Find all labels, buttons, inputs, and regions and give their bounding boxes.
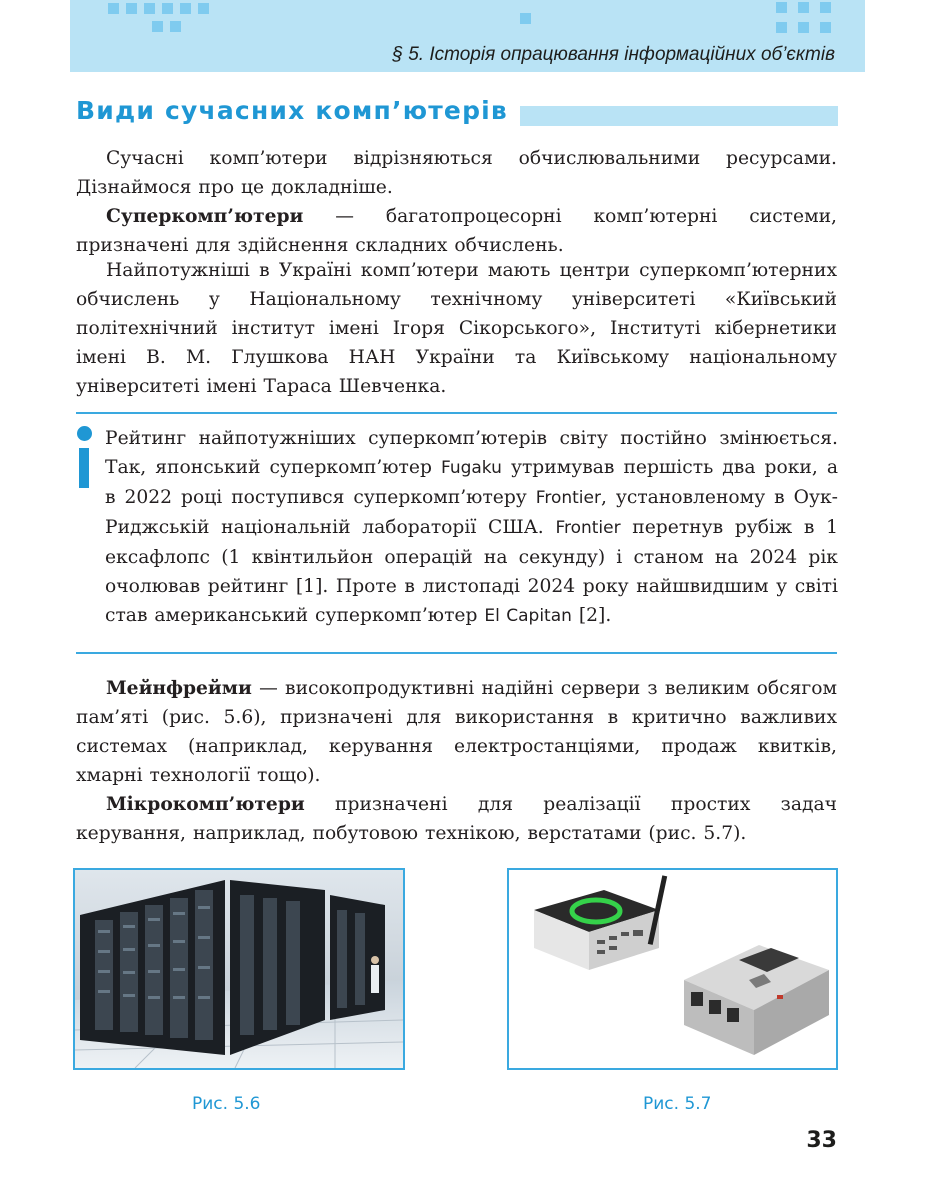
figure-5-6-caption: Рис. 5.6 xyxy=(192,1094,261,1114)
micro-definition: призначені для реалізації простих задач керування, наприклад, побутовою технікою, верстатами (рис. 5.7). xyxy=(76,794,837,844)
microcomputers-illustration xyxy=(509,870,836,1068)
section-title: Види сучасних комп’ютерів xyxy=(76,96,508,125)
mainframes-definition: — високопродуктивні надійні сервери з великим обсягом пам’яті (рис. 5.6), призначені для використання в критично важливих системах (наприклад, керування електростанціями, продаж квитків, хмарні технології тощо). xyxy=(76,678,837,786)
supercomputers-paragraph xyxy=(76,202,837,260)
figure-5-7-caption: Рис. 5.7 xyxy=(643,1094,712,1114)
intro-paragraph: Сучасні комп’ютери відрізняються обчислювальними ресурсами. Дізнаймося про це докладніше. xyxy=(76,148,837,198)
server-room-illustration xyxy=(75,870,403,1068)
figure-5-7-microcomputer-image xyxy=(507,868,838,1070)
figure-5-6-mainframe-image xyxy=(73,868,405,1070)
page-number: 33 xyxy=(806,1128,837,1153)
supercomputers-term: Суперкомп’ютери xyxy=(106,205,304,227)
micro-term: Мікрокомп’ютери xyxy=(106,793,305,815)
title-decoration-bar xyxy=(520,106,838,126)
fugaku-name: Fugaku xyxy=(440,458,502,478)
info-icon-bar xyxy=(79,448,89,488)
frontier-name: Frontier xyxy=(535,488,601,508)
info-box-bottom-rule xyxy=(76,652,837,654)
frontier-name-2: Frontier xyxy=(555,518,621,538)
mainframes-paragraph xyxy=(76,674,837,790)
supercomputers-definition: — багатопроцесорні комп’ютерні системи, призначені для здійснення складних обчислень. xyxy=(76,206,837,256)
el-capitan-name: El Capitan xyxy=(484,606,572,626)
info-box-text: Рейтинг найпотужніших суперкомп’ютерів світу постійно змінюється. Так, японський суперкомп’ютер Fugaku утримував першість два роки, а в 2022 році поступився суперкомп’ютеру Frontier, установленому в Оук-Риджській національній лабораторії США. Frontier перетнув рубіж в 1 ексафлопс (1 квінтильйон операцій на секунду) і станом на 2024 рік очолював рейтинг [1]. Проте в листопаді 2024 року найшвидшим у світі став американський суперкомп’ютер El Capitan [2]. xyxy=(105,428,838,626)
running-title: § 5. Історія опрацювання інформаційних об’єктів xyxy=(392,44,835,65)
mainframes-term: Мейнфрейми xyxy=(106,677,252,699)
info-box-top-rule xyxy=(76,412,837,414)
ukraine-paragraph: Найпотужніші в Україні комп’ютери мають центри суперкомп’ютерних обчислень у Національному технічному університеті «Київський політехнічний інститут імені Ігоря Сікорського», Інституті кібернетики імені В. М. Глушкова НАН України та Київському національному університеті імені Тараса Шевченка. xyxy=(76,260,837,397)
micro-paragraph xyxy=(76,790,837,848)
info-icon xyxy=(77,426,92,441)
